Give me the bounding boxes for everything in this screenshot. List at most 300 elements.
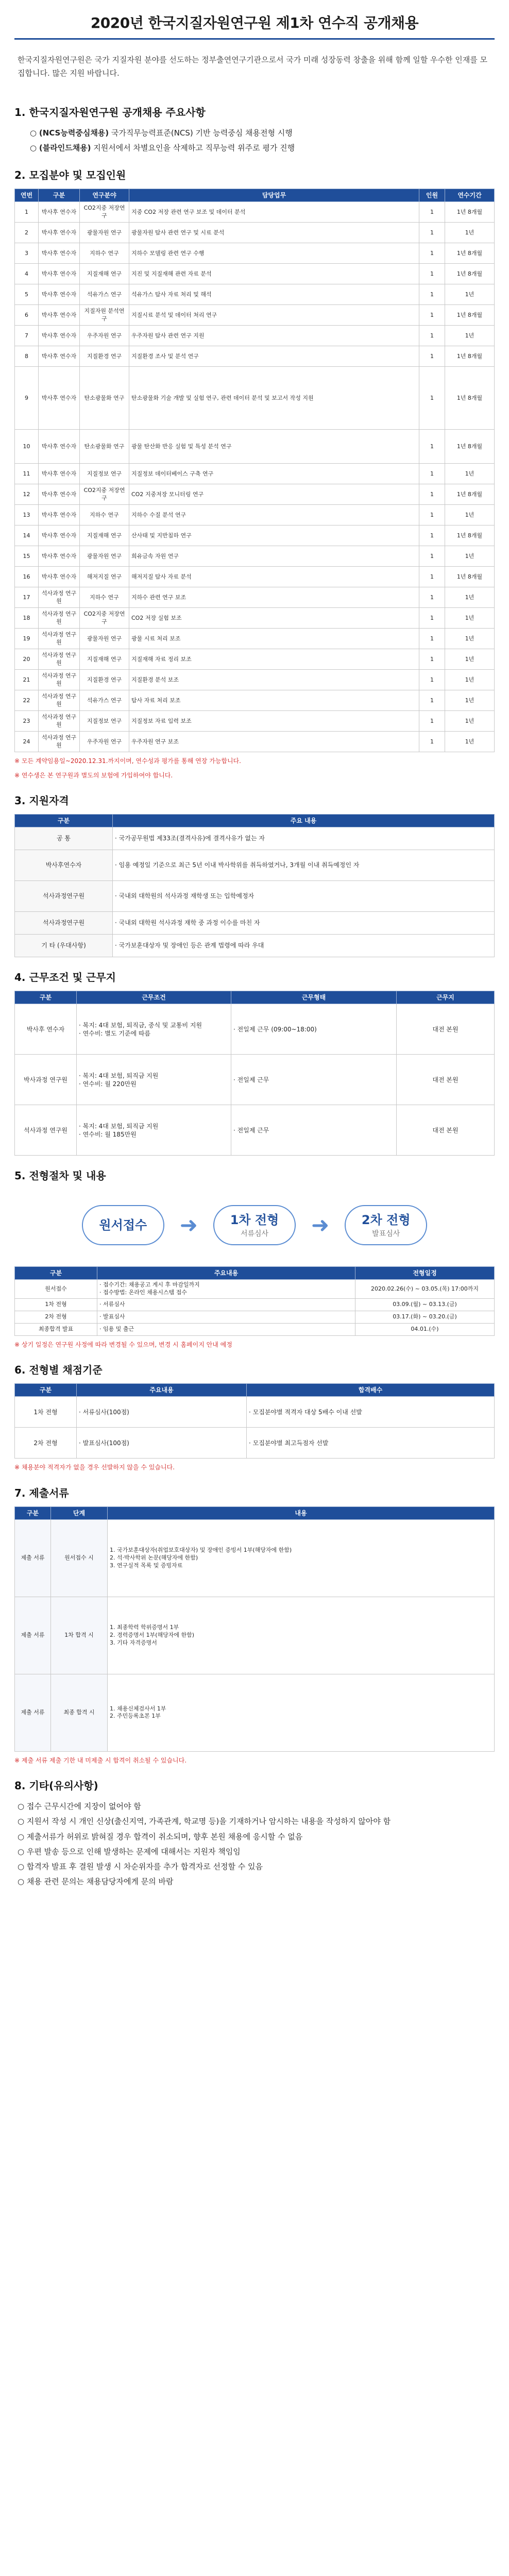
table-cell: 16 — [15, 567, 39, 587]
table-cell: 제출 서류 — [15, 1674, 51, 1751]
table-cell: 1 — [419, 464, 445, 484]
table-cell: 기 타 (우대사항) — [15, 935, 113, 957]
table-cell: 10 — [15, 430, 39, 464]
table-cell: 대전 본원 — [397, 1105, 495, 1156]
table-cell: 지질정보 연구 — [80, 464, 129, 484]
table-cell: 해저지질 연구 — [80, 567, 129, 587]
table-cell: CO2 저장 실험 보조 — [129, 608, 419, 629]
table-cell: 석유가스 연구 — [80, 284, 129, 305]
table-row — [15, 850, 495, 881]
table-cell: 9 — [15, 367, 39, 430]
table-cell: · 임용 및 출근 — [97, 1324, 355, 1336]
table-cell: · 국내외 대학원의 석사과정 재학생 또는 입학예정자 — [113, 881, 495, 912]
table-cell: 지질정보 자료 입력 보조 — [129, 711, 419, 732]
table-cell: 우주자원 연구 — [80, 326, 129, 346]
scoring-table — [14, 1383, 495, 1459]
section-key-items — [14, 106, 495, 155]
table-cell: 광물자원 연구 — [80, 223, 129, 243]
table-cell: 최종 합격 시 — [51, 1674, 108, 1751]
table-cell: 박사후 연수자 — [39, 223, 80, 243]
table-row — [15, 827, 495, 850]
table-cell: 제출 서류 — [15, 1597, 51, 1674]
table-cell: 03.09.(월) ~ 03.13.(금) — [355, 1299, 495, 1311]
column-header: 구분 — [15, 1384, 77, 1397]
column-header: 주요내용 — [77, 1384, 247, 1397]
table-cell: 박사후 연수자 — [39, 305, 80, 326]
table-cell: · 서류심사 — [97, 1299, 355, 1311]
section-scoring — [14, 1363, 495, 1472]
table-cell: · 발표심사(100점) — [77, 1428, 247, 1459]
table-cell: 석사과정 연구원 — [39, 608, 80, 629]
table-cell: 희유금속 자원 연구 — [129, 546, 419, 567]
table-cell: 1년 — [445, 505, 495, 526]
section-procedure — [14, 1169, 495, 1350]
table-cell: 1 — [419, 223, 445, 243]
column-header: 근무조건 — [77, 991, 231, 1004]
table-cell: 광물자원 탐사 관련 연구 및 시료 분석 — [129, 223, 419, 243]
table-cell: 03.17.(화) ~ 03.20.(금) — [355, 1311, 495, 1324]
notice-header — [14, 13, 495, 40]
table-row — [15, 505, 495, 526]
table-cell: 1년 8개월 — [445, 264, 495, 284]
table-cell: 석유가스 탐사 자료 처리 및 해석 — [129, 284, 419, 305]
column-header: 근무지 — [397, 991, 495, 1004]
table-cell: 원서접수 시 — [51, 1519, 108, 1597]
table-row — [15, 526, 495, 546]
table-cell: 1년 8개월 — [445, 430, 495, 464]
table-cell: 1 — [419, 305, 445, 326]
table-row — [15, 711, 495, 732]
table-cell: 광물 탄산화 반응 실험 및 특성 분석 연구 — [129, 430, 419, 464]
table-cell: 박사후 연수자 — [39, 346, 80, 367]
table-cell: 지하수 연구 — [80, 243, 129, 264]
table-row — [15, 546, 495, 567]
table-row — [15, 223, 495, 243]
procedure-note: ※ 상기 일정은 연구원 사정에 따라 변경될 수 있으며, 변경 시 홈페이지 안내 예정 — [14, 1341, 232, 1349]
table-cell: · 접수기간: 채용공고 게시 후 마감일까지 · 접수방법: 온라인 채용시스템 접수 — [97, 1280, 355, 1299]
table-cell: 광물자원 연구 — [80, 629, 129, 649]
table-cell: 지질환경 연구 — [80, 346, 129, 367]
column-header: 인원 — [419, 189, 445, 202]
key-item-label: (NCS능력중심채용) — [39, 128, 109, 138]
table-cell: 지질재해 연구 — [80, 649, 129, 670]
table-cell: 1년 — [445, 649, 495, 670]
table-cell: 1 — [419, 732, 445, 752]
table-cell: 지중 CO2 저장 관련 연구 보조 및 데이터 분석 — [129, 202, 419, 223]
section-title: 3. 지원자격 — [14, 794, 69, 807]
table-cell: 박사후 연수자 — [39, 367, 80, 430]
table-cell: 1 — [419, 629, 445, 649]
table-cell: 지질정보 연구 — [80, 711, 129, 732]
table-cell: 1 — [15, 202, 39, 223]
table-cell: 18 — [15, 608, 39, 629]
table-cell: · 전일제 근무 — [231, 1055, 397, 1105]
positions-table — [14, 189, 495, 752]
table-cell: 1차 전형 — [15, 1397, 77, 1428]
column-header: 근무형태 — [231, 991, 397, 1004]
note-item: ○ 접수 근무시간에 지장이 없어야 함 — [18, 1802, 141, 1811]
table-cell: 1차 합격 시 — [51, 1597, 108, 1674]
table-cell: 지질재해 연구 — [80, 526, 129, 546]
table-cell: 석사과정 연구원 — [39, 711, 80, 732]
table-row — [15, 1397, 495, 1428]
section-title: 4. 근무조건 및 근무지 — [14, 971, 116, 984]
table-cell: 19 — [15, 629, 39, 649]
column-header: 주요내용 — [97, 1267, 355, 1280]
table-cell: 지하수 수질 분석 연구 — [129, 505, 419, 526]
arrow-right-icon: ➜ — [179, 1212, 198, 1238]
table-cell: 박사후 연수자 — [39, 464, 80, 484]
table-cell: 지질환경 연구 — [80, 670, 129, 690]
table-cell: 1년 — [445, 326, 495, 346]
table-cell: · 국내외 대학원 석사과정 재학 중 과정 이수를 마친 자 — [113, 912, 495, 935]
table-cell: 우주자원 연구 — [80, 732, 129, 752]
table-cell: 대전 본원 — [397, 1004, 495, 1055]
table-row — [15, 1280, 495, 1299]
table-cell: 22 — [15, 690, 39, 711]
table-cell: · 발표심사 — [97, 1311, 355, 1324]
section-qualifications — [14, 794, 495, 957]
table-cell: 1년 — [445, 732, 495, 752]
table-cell: 15 — [15, 546, 39, 567]
qualifications-table — [14, 814, 495, 957]
table-cell: 5 — [15, 284, 39, 305]
table-cell: 탐사 자료 처리 보조 — [129, 690, 419, 711]
table-cell: 2 — [15, 223, 39, 243]
table-row — [15, 367, 495, 430]
table-cell: 최종합격 발표 — [15, 1324, 97, 1336]
table-cell: 1 — [419, 367, 445, 430]
table-row — [15, 881, 495, 912]
table-cell: 1 — [419, 430, 445, 464]
note-item: ○ 우편 발송 등으로 인해 발생하는 문제에 대해서는 지원자 책임임 — [18, 1846, 241, 1856]
table-row — [15, 1519, 495, 1597]
table-cell: 1년 8개월 — [445, 567, 495, 587]
column-header: 연수기간 — [445, 189, 495, 202]
table-cell: 산사태 및 지반침하 연구 — [129, 526, 419, 546]
table-cell: 1 — [419, 690, 445, 711]
table-cell: 8 — [15, 346, 39, 367]
table-cell: 1 — [419, 346, 445, 367]
section-documents — [14, 1486, 495, 1766]
table-cell: 박사후 연수자 — [39, 567, 80, 587]
table-row — [15, 732, 495, 752]
table-cell: 1년 — [445, 587, 495, 608]
table-cell: 지하수 연구 — [80, 587, 129, 608]
table-cell: 1 — [419, 484, 445, 505]
table-row — [15, 1324, 495, 1336]
intro-text: 한국지질자원연구원은 국가 지질자원 분야를 선도하는 정부출연연구기관으로서 국가 미래 성장동력 창출을 위해 함께 일할 우수한 인재를 모집합니다. 많은 지원 바랍니다. — [18, 55, 487, 78]
table-cell: 1년 8개월 — [445, 202, 495, 223]
positions-note-2: ※ 연수생은 본 연구원과 별도의 보험에 가입하여야 합니다. — [14, 771, 173, 779]
note-item: ○ 합격자 발표 후 결원 발생 시 차순위자를 추가 합격자로 선정할 수 있음 — [18, 1862, 263, 1872]
table-cell: 21 — [15, 670, 39, 690]
table-cell: CO2지중 저장연구 — [80, 608, 129, 629]
table-cell: · 복지: 4대 보험, 퇴직금 지원 · 연수비: 월 185만원 — [77, 1105, 231, 1156]
table-row — [15, 1105, 495, 1156]
table-cell: 지하수 관련 연구 보조 — [129, 587, 419, 608]
section-title: 2. 모집분야 및 모집인원 — [14, 169, 126, 182]
table-cell: CO2 지중저장 모니터링 연구 — [129, 484, 419, 505]
table-cell: 13 — [15, 505, 39, 526]
flow-step-sub: 서류심사 — [240, 1229, 269, 1238]
table-cell: · 서류심사(100점) — [77, 1397, 247, 1428]
table-row — [15, 264, 495, 284]
table-row — [15, 587, 495, 608]
table-cell: · 전일제 근무 — [231, 1105, 397, 1156]
table-cell: 1년 8개월 — [445, 346, 495, 367]
page-title: 2020년 한국지질자원연구원 제1차 연수직 공개채용 — [90, 14, 419, 31]
flow-step-label: 1차 전형 — [230, 1212, 279, 1227]
table-row — [15, 1674, 495, 1751]
table-cell: 우주자원 연구 보조 — [129, 732, 419, 752]
note-item: ○ 지원서 작성 시 개인 신상(출신지역, 가족관계, 학교명 등)을 기재하거나 암시하는 내용을 작성하지 않아야 함 — [18, 1817, 391, 1826]
table-cell: 24 — [15, 732, 39, 752]
section-work-conditions — [14, 971, 495, 1156]
table-cell: 대전 본원 — [397, 1055, 495, 1105]
table-cell: · 국가공무원법 제33조(결격사유)에 결격사유가 없는 자 — [113, 827, 495, 850]
table-row — [15, 629, 495, 649]
column-header: 주요 내용 — [113, 814, 495, 827]
table-cell: 1년 8개월 — [445, 367, 495, 430]
table-cell: 1년 8개월 — [445, 305, 495, 326]
table-cell: 1년 — [445, 690, 495, 711]
table-cell: 3 — [15, 243, 39, 264]
note-item: ○ 제출서류가 허위로 밝혀질 경우 합격이 취소되며, 향후 본원 채용에 응시할 수 없음 — [18, 1832, 303, 1841]
section-title: 6. 전형별 채점기준 — [14, 1364, 103, 1377]
table-cell: 1년 8개월 — [445, 526, 495, 546]
column-header: 단계 — [51, 1506, 108, 1519]
table-cell: 2차 전형 — [15, 1428, 77, 1459]
positions-note-1: ※ 모든 계약임용일~2020.12.31.까지이며, 연수성과 평가를 통해 연장 가능합니다. — [14, 757, 241, 765]
section-title: 1. 한국지질자원연구원 공개채용 주요사항 — [14, 106, 206, 119]
flow-step-sub: 발표심사 — [372, 1229, 400, 1238]
work-conditions-table — [14, 991, 495, 1156]
table-row — [15, 284, 495, 305]
table-cell: 박사후 연수자 — [39, 326, 80, 346]
table-cell: 1년 8개월 — [445, 243, 495, 264]
table-cell: 탄소광물화 연구 — [80, 367, 129, 430]
table-cell: 해저지질 탐사 자료 분석 — [129, 567, 419, 587]
table-cell: 지질재해 자료 정리 보조 — [129, 649, 419, 670]
key-item-text: 국가직무능력표준(NCS) 기반 능력중심 채용전형 시행 — [109, 128, 293, 138]
key-item-text: 지원서에서 차별요인을 삭제하고 직무능력 위주로 평가 진행 — [91, 143, 295, 152]
table-row — [15, 326, 495, 346]
table-row — [15, 649, 495, 670]
table-cell: 탄소광물화 기술 개발 및 실험 연구, 관련 데이터 분석 및 보고서 작성 지원 — [129, 367, 419, 430]
table-row — [15, 1299, 495, 1311]
table-row — [15, 346, 495, 367]
table-cell: 제출 서류 — [15, 1519, 51, 1597]
table-row — [15, 1597, 495, 1674]
table-row — [15, 670, 495, 690]
table-cell: 11 — [15, 464, 39, 484]
table-cell: 04.01.(수) — [355, 1324, 495, 1336]
table-cell: 석사과정 연구원 — [39, 690, 80, 711]
table-cell: CO2지중 저장연구 — [80, 202, 129, 223]
table-cell: 1년 — [445, 223, 495, 243]
note-item: ○ 채용 관련 문의는 채용담당자에게 문의 바람 — [18, 1877, 174, 1887]
notes-list — [14, 1799, 495, 1890]
table-row — [15, 243, 495, 264]
table-cell: 1 — [419, 649, 445, 670]
table-cell: 1 — [419, 284, 445, 305]
section-positions — [14, 168, 495, 781]
table-cell: 2020.02.26(수) ~ 03.05.(목) 17:00까지 — [355, 1280, 495, 1299]
table-cell: 박사후 연수자 — [15, 1004, 77, 1055]
column-header: 내용 — [108, 1506, 495, 1519]
table-row — [15, 484, 495, 505]
table-cell: 지질자원 분석연구 — [80, 305, 129, 326]
table-cell: 석사과정 연구원 — [39, 732, 80, 752]
column-header: 구분 — [15, 1267, 97, 1280]
table-row — [15, 690, 495, 711]
table-cell: 1 — [419, 264, 445, 284]
key-item-ncs: ○ (NCS능력중심채용) 국가직무능력표준(NCS) 기반 능력중심 채용전형 시행 — [30, 128, 293, 138]
table-cell: 1년 — [445, 284, 495, 305]
table-cell: 1 — [419, 670, 445, 690]
flow-step-application — [82, 1205, 164, 1245]
table-cell: 4 — [15, 264, 39, 284]
table-cell: · 전일제 근무 (09:00~18:00) — [231, 1004, 397, 1055]
table-cell: 17 — [15, 587, 39, 608]
table-cell: 1차 전형 — [15, 1299, 97, 1311]
table-cell: · 모집분야별 최고득점자 선발 — [247, 1428, 495, 1459]
table-cell: 12 — [15, 484, 39, 505]
table-cell: 석사과정연구원 — [15, 912, 113, 935]
table-row — [15, 567, 495, 587]
table-cell: 2차 전형 — [15, 1311, 97, 1324]
table-cell: 1년 — [445, 629, 495, 649]
table-cell: 1년 — [445, 546, 495, 567]
table-cell: 공 통 — [15, 827, 113, 850]
table-cell: 1. 국가보훈대상자(취업보호대상자) 및 장애인 증빙서 1부(해당자에 한함) 2. 석·박사학위 논문(해당자에 한함) 3. 연구실적 목록 및 증빙자료 — [108, 1519, 495, 1597]
table-cell: 6 — [15, 305, 39, 326]
table-cell: 지질환경 조사 및 분석 연구 — [129, 346, 419, 367]
key-item-label: (블라인드채용) — [39, 143, 91, 152]
column-header: 구분 — [39, 189, 80, 202]
table-cell: 석사과정 연구원 — [39, 670, 80, 690]
section-title: 7. 제출서류 — [14, 1486, 69, 1499]
table-cell: · 복지: 4대 보험, 퇴직금 지원 · 연수비: 월 220만원 — [77, 1055, 231, 1105]
table-cell: 박사후 연수자 — [39, 430, 80, 464]
documents-note: ※ 제출 서류 제출 기한 내 미제출 시 합격이 취소될 수 있습니다. — [14, 1756, 187, 1764]
table-cell: 1. 채용신체검사서 1부 2. 주민등록초본 1부 — [108, 1674, 495, 1751]
table-cell: · 국가보훈대상자 및 장애인 등은 관계 법령에 따라 우대 — [113, 935, 495, 957]
table-cell: 박사후 연수자 — [39, 484, 80, 505]
column-header: 전형일정 — [355, 1267, 495, 1280]
procedure-table — [14, 1266, 495, 1336]
table-row — [15, 305, 495, 326]
table-cell: · 임용 예정일 기준으로 최근 5년 이내 박사학위를 취득하였거나, 3개월 이내 취득예정인 자 — [113, 850, 495, 881]
table-cell: 1 — [419, 202, 445, 223]
table-cell: 광물자원 연구 — [80, 546, 129, 567]
table-cell: 1 — [419, 243, 445, 264]
table-cell: 석사과정연구원 — [15, 881, 113, 912]
table-cell: 1 — [419, 326, 445, 346]
table-cell: 1 — [419, 546, 445, 567]
arrow-right-icon: ➜ — [311, 1212, 330, 1238]
table-cell: 1년 — [445, 711, 495, 732]
table-cell: 석사과정 연구원 — [15, 1105, 77, 1156]
table-row — [15, 912, 495, 935]
table-cell: 1 — [419, 587, 445, 608]
table-cell: 1 — [419, 711, 445, 732]
scoring-note: ※ 채용분야 적격자가 없을 경우 선발하지 않을 수 있습니다. — [14, 1464, 175, 1471]
table-cell: 1 — [419, 526, 445, 546]
table-cell: 박사후 연수자 — [39, 546, 80, 567]
column-header: 구분 — [15, 991, 77, 1004]
table-cell: 7 — [15, 326, 39, 346]
table-cell: 1년 — [445, 670, 495, 690]
table-cell: 우주자원 탐사 관련 연구 지원 — [129, 326, 419, 346]
flow-step-label: 원서접수 — [99, 1218, 147, 1233]
table-cell: 지질환경 분석 보조 — [129, 670, 419, 690]
flow-step-second — [345, 1205, 427, 1245]
table-cell: 14 — [15, 526, 39, 546]
table-cell: 1 — [419, 505, 445, 526]
table-row — [15, 608, 495, 629]
table-row — [15, 1004, 495, 1055]
table-cell: 1년 — [445, 608, 495, 629]
table-cell: 지질시료 분석 및 데이터 처리 연구 — [129, 305, 419, 326]
table-cell: 박사후 연수자 — [39, 284, 80, 305]
column-header: 연구분야 — [80, 189, 129, 202]
table-row — [15, 464, 495, 484]
table-row — [15, 935, 495, 957]
section-title: 8. 기타(유의사항) — [14, 1780, 98, 1792]
table-cell: 1년 — [445, 464, 495, 484]
table-cell: 박사후 연수자 — [39, 505, 80, 526]
table-cell: · 모집분야별 적격자 대상 5배수 이내 선발 — [247, 1397, 495, 1428]
documents-table — [14, 1506, 495, 1752]
table-cell: · 복지: 4대 보험, 퇴직금, 중식 및 교통비 지원 · 연수비: 별도 기준에 따름 — [77, 1004, 231, 1055]
key-item-blind: ○ (블라인드채용) 지원서에서 차별요인을 삭제하고 직무능력 위주로 평가 진행 — [30, 143, 295, 152]
table-row — [15, 430, 495, 464]
table-cell: 석사과정 연구원 — [39, 629, 80, 649]
table-cell: 1 — [419, 608, 445, 629]
column-header: 합격배수 — [247, 1384, 495, 1397]
table-cell: 20 — [15, 649, 39, 670]
table-cell: 지질재해 연구 — [80, 264, 129, 284]
column-header: 구분 — [15, 1506, 51, 1519]
flow-step-label: 2차 전형 — [361, 1212, 411, 1227]
table-cell: 탄소광물화 연구 — [80, 430, 129, 464]
table-row — [15, 202, 495, 223]
table-cell: 박사후 연수자 — [39, 526, 80, 546]
procedure-flow — [14, 1189, 495, 1261]
table-cell: 지하수 모델링 관련 연구 수행 — [129, 243, 419, 264]
column-header: 구분 — [15, 814, 113, 827]
table-cell: 박사후 연수자 — [39, 243, 80, 264]
table-cell: 지진 및 지질재해 관련 자료 분석 — [129, 264, 419, 284]
table-cell: CO2지중 저장연구 — [80, 484, 129, 505]
table-cell: 박사후연수자 — [15, 850, 113, 881]
table-cell: 지하수 연구 — [80, 505, 129, 526]
table-cell: 지질정보 데이터베이스 구축 연구 — [129, 464, 419, 484]
column-header: 연번 — [15, 189, 39, 202]
table-row — [15, 1055, 495, 1105]
table-cell: 1년 8개월 — [445, 484, 495, 505]
table-cell: 박사후 연수자 — [39, 264, 80, 284]
flow-step-first — [213, 1205, 296, 1245]
table-cell: 석사과정 연구원 — [39, 649, 80, 670]
section-title: 5. 전형절차 및 내용 — [14, 1170, 106, 1182]
table-cell: 광물 시료 처리 보조 — [129, 629, 419, 649]
table-row — [15, 1311, 495, 1324]
table-row — [15, 1428, 495, 1459]
table-cell: 석유가스 연구 — [80, 690, 129, 711]
